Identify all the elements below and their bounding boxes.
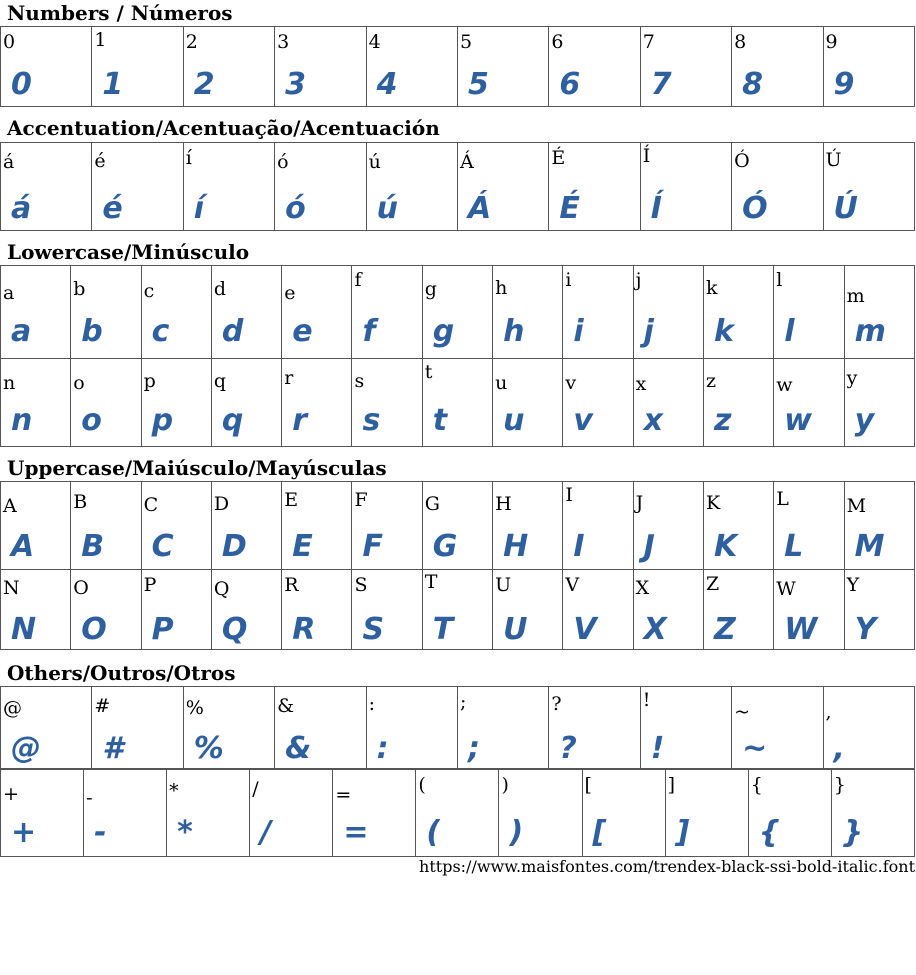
glyph-label: =	[335, 784, 352, 806]
glyph-label: {	[750, 774, 763, 796]
glyph-label: )	[501, 774, 509, 796]
glyph-label: /	[252, 778, 259, 800]
glyph-label: [	[584, 774, 592, 796]
glyph-cell	[183, 27, 274, 107]
glyph-sample: Ó	[742, 191, 768, 226]
glyph-cell	[352, 359, 422, 447]
glyph-cell	[823, 687, 914, 769]
glyph-sample: s	[362, 403, 381, 438]
glyph-label: &	[277, 695, 295, 717]
glyph-label: X	[635, 577, 650, 599]
glyph-label: q	[213, 370, 227, 392]
glyph-sample: A	[11, 529, 35, 564]
glyph-cell	[457, 687, 548, 769]
glyph-label: C	[143, 494, 159, 516]
glyph-label: @	[3, 697, 22, 719]
glyph-sample: 5	[467, 67, 489, 102]
glyph-label: 5	[459, 31, 473, 53]
glyph-cell	[422, 359, 492, 447]
glyph-sample: Y	[854, 612, 877, 647]
glyph-cell	[457, 27, 548, 107]
glyph-sample: É	[559, 191, 580, 226]
glyph-label: A	[3, 495, 17, 517]
glyph-label: R	[284, 574, 299, 596]
glyph-sample: %	[193, 731, 224, 766]
glyph-cell	[582, 770, 665, 857]
glyph-label: !	[642, 689, 651, 711]
glyph-label: e	[284, 282, 296, 304]
glyph-label: u	[495, 372, 508, 394]
glyph-cell	[844, 482, 914, 570]
glyph-label: o	[73, 372, 85, 394]
glyph-row	[1, 770, 915, 857]
glyph-sample: h	[503, 314, 525, 349]
glyph-label: W	[776, 578, 796, 600]
glyph-label: g	[424, 278, 437, 300]
glyph-sample: R	[292, 612, 316, 647]
glyph-sample: C	[151, 529, 174, 564]
glyph-label: S	[354, 574, 368, 596]
glyph-cell	[141, 266, 211, 359]
glyph-label: k	[705, 277, 718, 299]
glyph-sample: V	[573, 612, 597, 647]
glyph-sample: K	[713, 529, 738, 564]
glyph-label: O	[73, 577, 89, 599]
glyph-label: L	[776, 488, 789, 510]
glyph-label: v	[565, 372, 577, 394]
glyph-label: 8	[734, 31, 747, 53]
glyph-label: }	[833, 774, 846, 796]
glyph-sample: y	[854, 403, 875, 438]
glyph-label: Í	[642, 145, 651, 167]
glyph-sample: X	[643, 612, 667, 647]
glyph-sample: !	[650, 731, 665, 766]
glyph-cell	[1, 143, 92, 231]
glyph-sample: I	[573, 529, 585, 564]
glyph-sample: 2	[193, 67, 215, 102]
glyph-sample: c	[151, 314, 170, 349]
glyph-cell	[333, 770, 416, 857]
glyph-label: Ó	[734, 150, 750, 172]
glyph-sample: =	[343, 815, 369, 850]
glyph-label: ú	[368, 151, 381, 173]
glyph-cell	[563, 482, 633, 570]
glyph-cell	[1, 570, 71, 650]
glyph-label: 3	[277, 31, 290, 53]
glyph-row	[1, 687, 915, 769]
glyph-cell	[84, 770, 167, 857]
glyph-label: t	[424, 361, 433, 383]
glyph-sample: l	[784, 314, 795, 349]
glyph-label: l	[776, 269, 783, 291]
glyph-label: 9	[825, 31, 838, 53]
glyph-label: J	[635, 492, 644, 514]
glyph-cell	[1, 27, 92, 107]
glyph-label: F	[354, 489, 368, 511]
glyph-sample: q	[221, 403, 244, 438]
glyph-sample: á	[11, 191, 32, 226]
glyph-sample: k	[713, 314, 734, 349]
glyph-sample: u	[503, 403, 525, 438]
glyph-label: Á	[459, 151, 474, 173]
glyph-row	[1, 359, 915, 447]
glyph-label: 0	[3, 31, 16, 53]
glyph-cell	[282, 570, 352, 650]
glyph-cell	[563, 266, 633, 359]
glyph-cell	[275, 143, 366, 231]
glyph-cell	[748, 770, 831, 857]
glyph-sample: B	[81, 529, 105, 564]
glyph-cell	[640, 687, 731, 769]
glyph-cell	[640, 143, 731, 231]
glyph-cell	[141, 570, 211, 650]
lowercase-section-title: Lowercase/Minúsculo	[7, 240, 250, 264]
glyph-sample: J	[643, 529, 655, 564]
glyph-sample: 7	[650, 67, 672, 102]
glyph-label: #	[94, 695, 111, 717]
glyph-sample: m	[854, 314, 886, 349]
glyph-sample: #	[102, 731, 124, 766]
glyph-sample: z	[713, 403, 732, 438]
glyph-cell	[732, 687, 823, 769]
glyph-cell	[211, 482, 281, 570]
glyph-cell	[282, 266, 352, 359]
glyph-row	[1, 482, 915, 570]
lowercase-table	[0, 265, 915, 447]
glyph-cell	[844, 266, 914, 359]
glyph-label: U	[495, 574, 512, 596]
glyph-sample: i	[573, 314, 584, 349]
glyph-label: M	[846, 495, 867, 517]
glyph-sample: 3	[285, 67, 307, 102]
glyph-sample: 0	[11, 67, 32, 102]
glyph-cell	[282, 482, 352, 570]
glyph-label: D	[213, 493, 230, 515]
glyph-label: í	[185, 147, 192, 169]
glyph-label: ~	[734, 701, 751, 723]
glyph-label: ,	[825, 701, 832, 723]
glyph-label: 6	[551, 31, 564, 53]
glyph-label: r	[284, 367, 294, 389]
glyph-label: d	[213, 278, 227, 300]
glyph-label: 4	[368, 31, 381, 53]
glyph-cell	[352, 482, 422, 570]
glyph-label: á	[3, 151, 15, 173]
glyph-sample: :	[376, 731, 389, 766]
glyph-cell	[493, 266, 563, 359]
glyph-sample: M	[854, 529, 885, 564]
glyph-cell	[141, 482, 211, 570]
glyph-cell	[549, 687, 640, 769]
glyph-label: Z	[705, 573, 720, 595]
glyph-cell	[493, 482, 563, 570]
glyph-cell	[732, 27, 823, 107]
glyph-sample: j	[643, 314, 654, 349]
glyph-sample: Á	[467, 191, 492, 226]
glyph-sample: v	[573, 403, 593, 438]
glyph-label: +	[3, 783, 19, 805]
glyph-sample: Z	[713, 612, 736, 647]
glyph-label: 7	[642, 31, 655, 53]
glyph-cell	[92, 27, 183, 107]
glyph-sample: Í	[650, 191, 662, 226]
glyph-label: x	[635, 373, 647, 395]
glyph-sample: -	[94, 815, 107, 850]
glyph-cell	[457, 143, 548, 231]
glyph-row	[1, 266, 915, 359]
glyph-sample: r	[292, 403, 307, 438]
glyph-sample: +	[11, 815, 37, 850]
glyph-label: E	[284, 489, 299, 511]
glyph-cell	[549, 143, 640, 231]
glyph-label: y	[846, 367, 858, 389]
glyph-sample: a	[11, 314, 32, 349]
glyph-cell	[493, 570, 563, 650]
glyph-cell	[1, 770, 84, 857]
glyph-sample: ;	[467, 731, 480, 766]
glyph-cell	[774, 482, 844, 570]
glyph-sample: F	[362, 529, 383, 564]
glyph-label: ;	[459, 691, 467, 713]
glyph-cell	[352, 570, 422, 650]
glyph-label: f	[354, 269, 362, 291]
glyph-sample: E	[292, 529, 313, 564]
glyph-label: i	[565, 269, 572, 291]
glyph-label: %	[185, 697, 204, 719]
glyph-label: ?	[551, 693, 562, 715]
glyph-sample: g	[432, 314, 455, 349]
glyph-cell	[823, 27, 914, 107]
uppercase-section-title: Uppercase/Maiúsculo/Mayúsculas	[7, 456, 387, 480]
glyph-label: w	[776, 374, 793, 396]
glyph-sample: G	[432, 529, 458, 564]
glyph-cell	[703, 482, 773, 570]
glyph-cell	[422, 266, 492, 359]
numbers-table	[0, 26, 915, 107]
glyph-sample: [	[592, 815, 607, 850]
glyph-cell	[71, 266, 141, 359]
glyph-sample: Ú	[833, 191, 858, 226]
glyph-label: b	[73, 278, 86, 300]
glyph-label: s	[354, 370, 365, 392]
glyph-cell	[211, 359, 281, 447]
glyph-sample: x	[643, 403, 664, 438]
glyph-cell	[633, 266, 703, 359]
glyph-cell	[250, 770, 333, 857]
others-table-2	[0, 769, 915, 857]
glyph-sample: {	[758, 815, 781, 850]
glyph-cell	[416, 770, 499, 857]
glyph-label: j	[635, 269, 642, 291]
glyph-sample: d	[221, 314, 244, 349]
glyph-cell	[732, 143, 823, 231]
glyph-cell	[633, 570, 703, 650]
glyph-cell	[422, 570, 492, 650]
glyph-label: (	[418, 774, 426, 796]
glyph-sample: P	[151, 612, 174, 647]
glyph-sample: n	[11, 403, 33, 438]
glyph-cell	[823, 143, 914, 231]
glyph-cell	[211, 266, 281, 359]
glyph-sample: 4	[376, 67, 398, 102]
glyph-label: *	[169, 780, 179, 802]
glyph-sample: í	[193, 191, 205, 226]
glyph-sample: 6	[559, 67, 581, 102]
glyph-sample: b	[81, 314, 103, 349]
glyph-sample: ú	[376, 191, 398, 226]
numbers-section-title: Numbers / Números	[7, 1, 233, 25]
glyph-sample: W	[784, 612, 818, 647]
glyph-cell	[774, 266, 844, 359]
glyph-sample: (	[426, 815, 441, 850]
glyph-sample: *	[177, 815, 193, 850]
glyph-label: -	[86, 787, 93, 809]
glyph-sample: ,	[833, 731, 845, 766]
glyph-sample: 9	[833, 67, 855, 102]
glyph-sample: &	[285, 731, 312, 766]
glyph-cell	[1, 266, 71, 359]
glyph-sample: O	[81, 612, 107, 647]
others-table-1	[0, 686, 915, 769]
glyph-cell	[275, 27, 366, 107]
glyph-cell	[774, 570, 844, 650]
accentuation-table	[0, 142, 915, 231]
glyph-row	[1, 143, 915, 231]
glyph-sample: e	[292, 314, 313, 349]
glyph-sample: D	[221, 529, 247, 564]
glyph-label: P	[143, 574, 157, 596]
uppercase-table	[0, 481, 915, 650]
glyph-sample: ?	[559, 731, 577, 766]
glyph-cell	[633, 359, 703, 447]
glyph-label: G	[424, 493, 440, 515]
glyph-cell	[703, 570, 773, 650]
glyph-label: :	[368, 693, 375, 715]
glyph-sample: T	[432, 612, 454, 647]
glyph-cell	[640, 27, 731, 107]
glyph-cell	[844, 570, 914, 650]
glyph-cell	[71, 570, 141, 650]
glyph-cell	[422, 482, 492, 570]
glyph-sample: H	[503, 529, 529, 564]
glyph-cell	[71, 359, 141, 447]
glyph-cell	[92, 143, 183, 231]
glyph-cell	[499, 770, 582, 857]
glyph-cell	[352, 266, 422, 359]
glyph-label: é	[94, 150, 106, 172]
glyph-sample: /	[260, 815, 272, 850]
glyph-cell	[1, 359, 71, 447]
glyph-sample: L	[784, 529, 804, 564]
glyph-sample: 1	[102, 67, 124, 102]
glyph-sample: o	[81, 403, 102, 438]
glyph-sample: ]	[675, 815, 690, 850]
glyph-cell	[1, 482, 71, 570]
glyph-cell	[282, 359, 352, 447]
glyph-cell	[366, 27, 457, 107]
glyph-label: n	[3, 372, 16, 394]
glyph-label: K	[705, 492, 721, 514]
glyph-label: z	[705, 370, 716, 392]
glyph-label: c	[143, 280, 155, 302]
glyph-label: p	[143, 370, 156, 392]
glyph-label: Y	[846, 574, 860, 596]
glyph-label: a	[3, 282, 15, 304]
accentuation-section-title: Accentuation/Acentuação/Acentuación	[7, 116, 440, 140]
glyph-sample: 8	[742, 67, 763, 102]
glyph-label: m	[846, 285, 865, 307]
glyph-sample: S	[362, 612, 385, 647]
glyph-sample: w	[784, 403, 812, 438]
glyph-cell	[493, 359, 563, 447]
glyph-cell	[563, 359, 633, 447]
glyph-label: Q	[213, 578, 230, 600]
glyph-cell	[211, 570, 281, 650]
glyph-sample: f	[362, 314, 376, 349]
glyph-row	[1, 27, 915, 107]
glyph-cell	[844, 359, 914, 447]
glyph-cell	[71, 482, 141, 570]
glyph-label: T	[424, 571, 438, 593]
glyph-label: ]	[667, 774, 676, 796]
glyph-cell	[183, 143, 274, 231]
glyph-cell	[366, 687, 457, 769]
glyph-sample: ~	[742, 731, 768, 766]
others-section-title: Others/Outros/Otros	[7, 661, 236, 685]
glyph-row	[1, 570, 915, 650]
glyph-cell	[275, 687, 366, 769]
glyph-label: Ú	[825, 149, 842, 171]
glyph-cell	[92, 687, 183, 769]
glyph-sample: @	[11, 731, 41, 766]
glyph-cell	[774, 359, 844, 447]
glyph-label: 1	[94, 29, 107, 51]
glyph-label: h	[495, 277, 508, 299]
glyph-sample: N	[11, 612, 37, 647]
glyph-sample: t	[432, 403, 448, 438]
glyph-cell	[1, 687, 92, 769]
glyph-label: H	[495, 493, 512, 515]
glyph-sample: )	[509, 815, 524, 850]
glyph-cell	[183, 687, 274, 769]
glyph-label: 2	[185, 31, 198, 53]
glyph-sample: ó	[285, 191, 306, 226]
glyph-cell	[665, 770, 748, 857]
glyph-sample: Q	[221, 612, 248, 647]
glyph-cell	[563, 570, 633, 650]
glyph-cell	[141, 359, 211, 447]
glyph-label: É	[551, 147, 566, 169]
glyph-sample: p	[151, 403, 174, 438]
glyph-cell	[167, 770, 250, 857]
glyph-sample: }	[841, 815, 864, 850]
glyph-label: I	[565, 484, 573, 506]
glyph-sample: é	[102, 191, 123, 226]
glyph-label: N	[3, 577, 20, 599]
glyph-cell	[549, 27, 640, 107]
glyph-cell	[703, 266, 773, 359]
glyph-label: ó	[277, 151, 289, 173]
glyph-label: B	[73, 491, 88, 513]
source-url: https://www.maisfontes.com/trendex-black-ssi-bold-italic.font	[419, 857, 915, 876]
glyph-sample: U	[503, 612, 528, 647]
glyph-label: V	[565, 574, 580, 596]
glyph-cell	[366, 143, 457, 231]
glyph-cell	[703, 359, 773, 447]
glyph-cell	[831, 770, 914, 857]
glyph-cell	[633, 482, 703, 570]
